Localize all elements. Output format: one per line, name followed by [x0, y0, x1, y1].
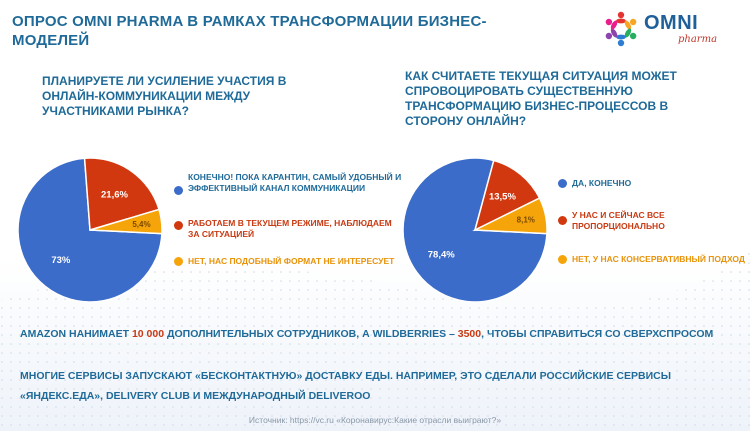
legend-marker	[558, 179, 567, 188]
logo-figure-head	[630, 19, 636, 25]
logo-figure-head	[618, 40, 624, 46]
pie2-label-2: 13,5%	[488, 191, 516, 203]
pie2-label-1: 78,4%	[427, 249, 455, 261]
logo-subtitle: pharma	[678, 34, 718, 45]
logo-figure-body	[616, 35, 626, 40]
fact1-text-3: , ЧТОБЫ СПРАВИТЬСЯ СО СВЕРХСПРОСОМ	[481, 328, 714, 340]
question-1: ПЛАНИРУЕТЕ ЛИ УСИЛЕНИЕ УЧАСТИЯ В ОНЛАЙН-КОММУНИКАЦИИ МЕЖДУ УЧАСТНИКАМИ РЫНКА?	[42, 74, 287, 118]
pie1-label-3: 5,4%	[132, 219, 151, 229]
legend-label: ДА, КОНЕЧНО	[572, 178, 632, 188]
legend-label: НЕТ, У НАС КОНСЕРВАТИВНЫЙ ПОДХОД	[572, 254, 745, 264]
fact1-number-wildberries: 3500	[457, 328, 482, 340]
fact-contactless-delivery: МНОГИЕ СЕРВИСЫ ЗАПУСКАЮТ «БЕСКОНТАКТНУЮ» ДОСТАВКУ ЕДЫ. НАПРИМЕР, ЭТО СДЕЛАЛИ РОССИЙСКИЕ СЕРВИСЫ «ЯНДЕКС.ЕДА», DELIVERY CLUB И МЕЖДУНАРОДНЫЙ DELIVEROO	[20, 370, 671, 402]
fact-amazon-wildberries	[20, 324, 740, 344]
fact1-number-amazon: 10 000	[131, 328, 165, 340]
legend-marker	[174, 221, 183, 230]
legend-marker	[174, 257, 183, 266]
pie-chart-1	[10, 150, 170, 310]
legend-marker	[558, 216, 567, 225]
pie-chart-2	[395, 150, 555, 310]
pie1-label-1: 73%	[51, 254, 71, 266]
page-title: ОПРОС OMNI PHARMA В РАМКАХ ТРАНСФОРМАЦИИ БИЗНЕС-МОДЕЛЕЙ	[12, 13, 487, 49]
legend-label: РАБОТАЕМ В ТЕКУЩЕМ РЕЖИМЕ, НАБЛЮДАЕМ ЗА СИТУАЦИЕЙ	[188, 218, 392, 239]
legend-label: НЕТ, НАС ПОДОБНЫЙ ФОРМАТ НЕ ИНТЕРЕСУЕТ	[188, 256, 395, 266]
source-note: Источник: https://vc.ru «Коронавирус:Какие отрасли выиграют?»	[248, 415, 502, 425]
pie2-label-3: 8,1%	[516, 215, 535, 225]
legend-marker	[558, 255, 567, 264]
logo-figure-head	[606, 33, 612, 39]
logo-figure-head	[618, 12, 624, 18]
logo-figure-head	[606, 19, 612, 25]
logo-name: OMNI	[644, 12, 699, 34]
logo-figures-icon	[598, 6, 644, 52]
pie1-label-2: 21,6%	[101, 189, 128, 201]
omni-pharma-logo	[598, 6, 738, 54]
fact1-text-2: ДОПОЛНИТЕЛЬНЫХ СОТРУДНИКОВ, А WILDBERRIES –	[164, 328, 458, 340]
question-2: КАК СЧИТАЕТЕ ТЕКУЩАЯ СИТУАЦИЯ МОЖЕТ СПРОВОЦИРОВАТЬ СУЩЕСТВЕННУЮ ТРАНСФОРМАЦИЮ БИЗНЕС-ПРОЦЕССОВ В СТОРОНУ ОНЛАЙН?	[405, 69, 677, 128]
fact1-text-1: AMAZON НАНИМАЕТ	[20, 328, 132, 340]
logo-figure-head	[630, 33, 636, 39]
legend-label: КОНЕЧНО! ПОКА КАРАНТИН, САМЫЙ УДОБНЫЙ И ЭФФЕКТИВНЫЙ КАНАЛ КОММУНИКАЦИИ	[188, 172, 402, 193]
legend-label: У НАС И СЕЙЧАС ВСЕ ПРОПОРЦИОНАЛЬНО	[572, 210, 665, 231]
legend-marker	[174, 186, 183, 195]
logo-figure-body	[616, 19, 626, 24]
